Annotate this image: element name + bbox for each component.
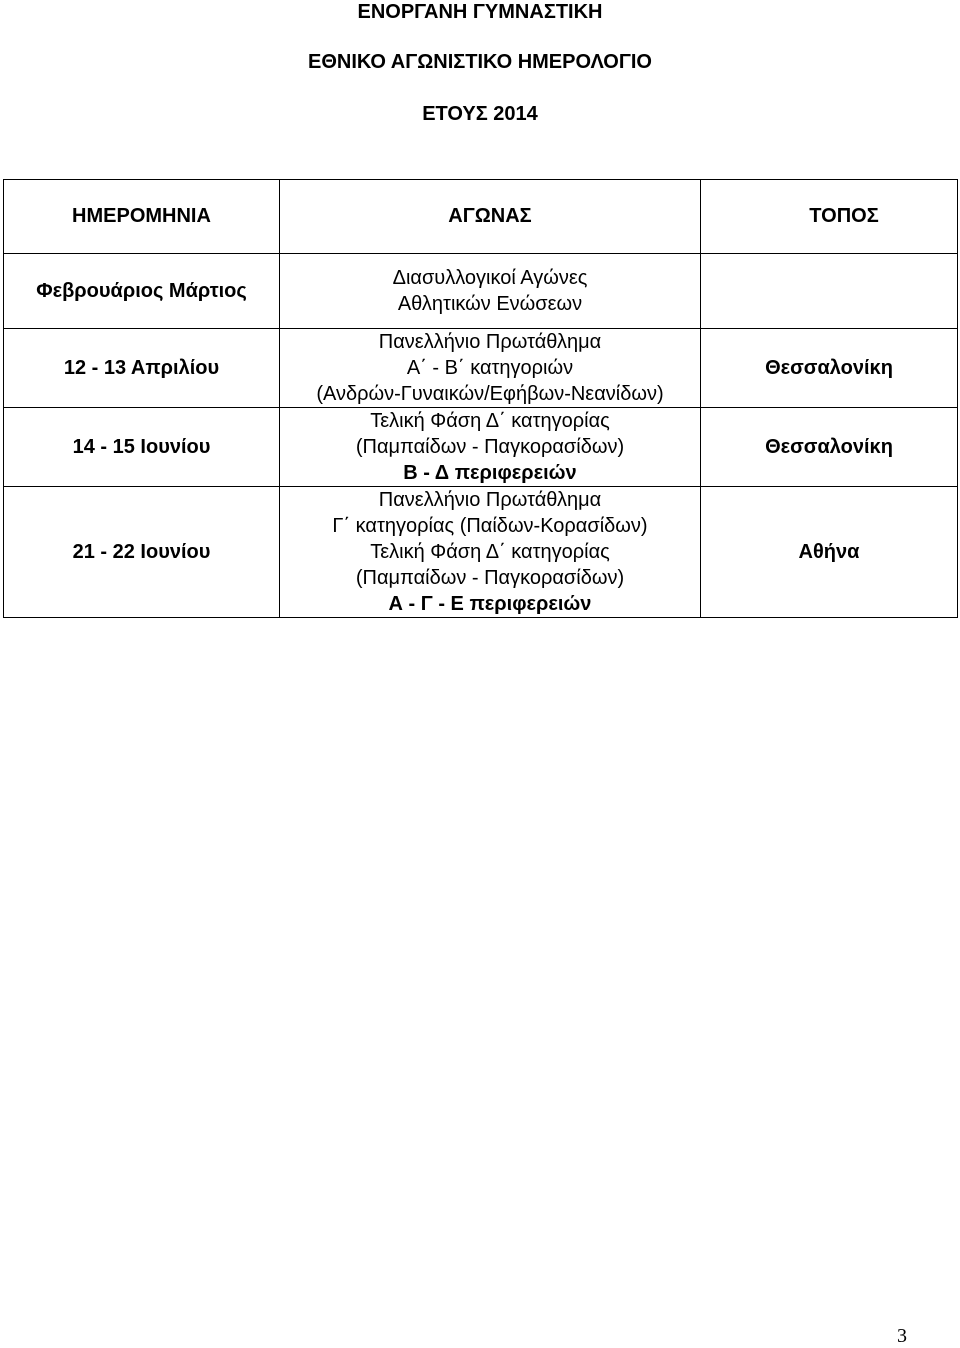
- row-place: Θεσσαλονίκη: [701, 408, 958, 487]
- row-event: [280, 408, 701, 487]
- event-line: Γ΄ κατηγορίας (Παίδων-Κορασίδων): [332, 515, 648, 537]
- row-event: [280, 254, 701, 329]
- event-line: (Παμπαίδων - Παγκορασίδων): [355, 436, 625, 458]
- row-date: 12 - 13 Απριλίου: [4, 329, 280, 408]
- page-number: 3: [897, 1325, 907, 1347]
- calendar-table: [3, 179, 958, 618]
- event-line: Πανελλήνιο Πρωτάθλημα: [378, 331, 602, 353]
- column-header-place: ΤΟΠΟΣ: [701, 180, 958, 254]
- row-place: Θεσσαλονίκη: [701, 329, 958, 408]
- row-event: [280, 487, 701, 618]
- row-date: 14 - 15 Ιουνίου: [4, 408, 280, 487]
- document-year: ΕΤΟΥΣ 2014: [422, 103, 538, 125]
- table-header-row: [4, 180, 958, 254]
- column-header-event: ΑΓΩΝΑΣ: [280, 180, 701, 254]
- document-title: ΕΝΟΡΓΑΝΗ ΓΥΜΝΑΣΤΙΚΗ: [357, 1, 603, 23]
- table-row: [4, 329, 958, 408]
- row-date: Φεβρουάριος Μάρτιος: [4, 254, 280, 329]
- row-date: 21 - 22 Ιουνίου: [4, 487, 280, 618]
- event-line-bold: Α - Γ - Ε περιφερειών: [388, 593, 592, 615]
- event-line: Τελική Φάση Δ΄ κατηγορίας: [370, 410, 610, 432]
- event-line-bold: Β - Δ περιφερειών: [403, 462, 577, 484]
- table-row: [4, 408, 958, 487]
- row-place: Αθήνα: [701, 487, 958, 618]
- event-line: (Παμπαίδων - Παγκορασίδων): [355, 567, 625, 589]
- event-line: Διασυλλογικοί Αγώνες: [392, 267, 588, 289]
- event-line: Τελική Φάση Δ΄ κατηγορίας: [370, 541, 610, 563]
- event-line: Αθλητικών Ενώσεων: [397, 293, 583, 315]
- table-row: [4, 487, 958, 618]
- row-event: [280, 329, 701, 408]
- column-header-date: ΗΜΕΡΟΜΗΝΙΑ: [4, 180, 280, 254]
- row-place: [701, 254, 958, 329]
- document-subtitle: ΕΘΝΙΚΟ ΑΓΩΝΙΣΤΙΚΟ ΗΜΕΡΟΛΟΓΙΟ: [307, 51, 652, 73]
- table-row: [4, 254, 958, 329]
- event-line: Α΄ - Β΄ κατηγοριών: [406, 357, 574, 379]
- event-line: (Ανδρών-Γυναικών/Εφήβων-Νεανίδων): [316, 383, 664, 405]
- event-line: Πανελλήνιο Πρωτάθλημα: [378, 489, 602, 511]
